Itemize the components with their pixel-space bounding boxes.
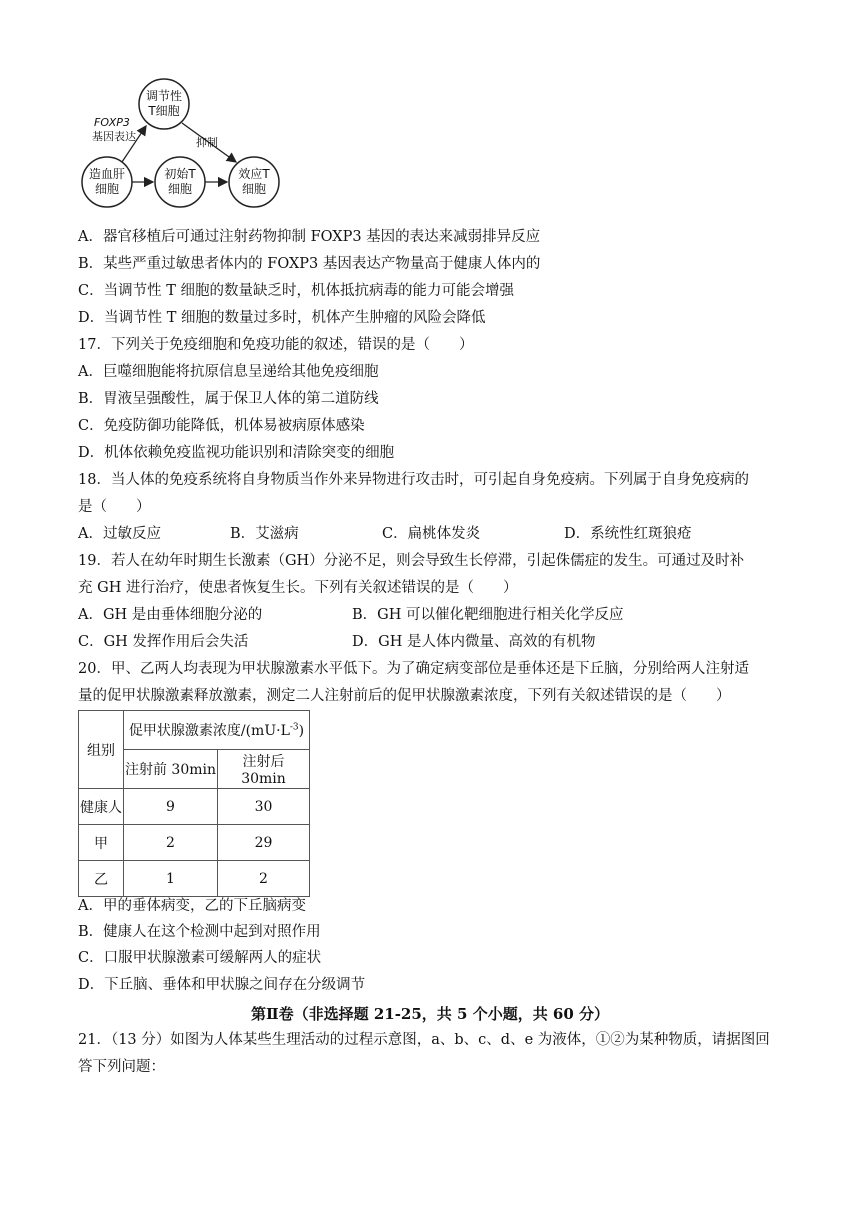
- q18-option-c: C．扁桃体发炎: [382, 526, 481, 542]
- treg-label-1: 调节性: [145, 89, 183, 103]
- q19-options-row2: [78, 632, 778, 652]
- table-row: [79, 861, 310, 897]
- row-before: 9: [124, 789, 218, 825]
- hsc-label-2: 细胞: [94, 182, 120, 196]
- effector-label-2: 细胞: [241, 182, 267, 196]
- q17-option-c: C．免疫防御功能降低，机体易被病原体感染: [78, 418, 365, 434]
- q17-option-a: A．巨噬细胞能将抗原信息呈递给其他免疫细胞: [78, 364, 379, 380]
- before-injection-header: 注射前 30min: [124, 750, 218, 789]
- q17-stem: 17．下列关于免疫细胞和免疫功能的叙述，错误的是（ ）: [78, 337, 474, 353]
- row-group: 甲: [79, 825, 124, 861]
- after-injection-header: 注射后 30min: [218, 750, 310, 789]
- q19-option-d: D．GH 是人体内微量、高效的有机物: [352, 634, 596, 650]
- concentration-header: 促甲状腺激素浓度$/(mU\cdot L^{-3})$: [124, 711, 310, 750]
- row-before: 2: [124, 825, 218, 861]
- q16-option-a: A．器官移植后可通过注射药物抑制 FOXP3 基因的表达来减弱排异反应: [78, 229, 541, 245]
- q20-stem-line2: 量的促甲状腺激素释放激素，测定二人注射前后的促甲状腺激素浓度，下列有关叙述错误的是（ ）: [78, 688, 731, 704]
- q20-option-a: A．甲的垂体病变，乙的下丘脑病变: [78, 898, 306, 914]
- group-header: 组别: [79, 711, 124, 789]
- q18-option-b: B．艾滋病: [230, 526, 299, 542]
- q19-stem-line1: 19．若人在幼年时期生长激素（GH）分泌不足，则会导致生长停滞，引起侏儒症的发生。可通过及时补: [78, 553, 745, 569]
- q18-option-d: D．系统性红斑狼疮: [564, 526, 692, 542]
- q16-option-c: C．当调节性 T 细胞的数量缺乏时，机体抵抗病毒的能力可能会增强: [78, 283, 514, 299]
- q18-stem-line1: 18．当人体的免疫系统将自身物质当作外来异物进行攻击时，可引起自身免疫病。下列属于自身免疫病的: [78, 472, 749, 488]
- naive-label-2: 细胞: [167, 182, 193, 196]
- t-cell-diagram: [74, 68, 284, 218]
- hormone-table: [78, 710, 310, 897]
- q19-option-c: C．GH 发挥作用后会失活: [78, 634, 249, 650]
- q19-option-a: A．GH 是由垂体细胞分泌的: [78, 607, 263, 623]
- hsc-label-1: 造血肝: [88, 167, 126, 181]
- q20-option-b: B．健康人在这个检测中起到对照作用: [78, 924, 321, 940]
- q18-option-a: A．过敏反应: [78, 526, 161, 542]
- foxp3-label: FOXP3: [94, 116, 130, 129]
- q21-stem-line2: 答下列问题：: [78, 1059, 165, 1075]
- naive-label-1: 初始T: [164, 167, 196, 181]
- row-before: 1: [124, 861, 218, 897]
- q20-option-c: C．口服甲状腺激素可缓解两人的症状: [78, 950, 322, 966]
- q19-stem-line2: 充 GH 进行治疗，使患者恢复生长。下列有关叙述错误的是（ ）: [78, 580, 518, 596]
- q18-stem-line2: 是（ ）: [78, 499, 151, 515]
- row-group: 乙: [79, 861, 124, 897]
- treg-label-2: T细胞: [148, 104, 180, 118]
- section-title: 第Ⅱ卷（非选择题 21-25，共 5 个小题，共 60 分）: [250, 1005, 610, 1023]
- q20-stem-line1: 20．甲、乙两人均表现为甲状腺激素水平低下。为了确定病变部位是垂体还是下丘脑，分别给两人注射适: [78, 661, 749, 677]
- q21-stem-line1: 21．（13 分）如图为人体某些生理活动的过程示意图，a、b、c、d、e 为液体，①②为某种物质，请据图回: [78, 1032, 770, 1048]
- row-after: 30: [218, 789, 310, 825]
- q19-options-row1: [78, 605, 778, 625]
- row-after: 2: [218, 861, 310, 897]
- q18-options: [78, 524, 778, 544]
- row-group: 健康人: [79, 789, 124, 825]
- table-row: [79, 789, 310, 825]
- table-row: [79, 825, 310, 861]
- q17-option-b: B．胃液呈强酸性，属于保卫人体的第二道防线: [78, 391, 379, 407]
- q16-option-b: B．某些严重过敏患者体内的 FOXP3 基因表达产物量高于健康人体内的: [78, 256, 541, 272]
- q16-option-d: D．当调节性 T 细胞的数量过多时，机体产生肿瘤的风险会降低: [78, 310, 486, 326]
- gene-expression-label: 基因表达: [92, 130, 136, 143]
- inhibit-label: 抑制: [196, 136, 218, 149]
- q19-option-b: B．GH 可以催化靶细胞进行相关化学反应: [352, 607, 624, 623]
- q17-option-d: D．机体依赖免疫监视功能识别和清除突变的细胞: [78, 445, 395, 461]
- effector-label-1: 效应T: [238, 167, 270, 181]
- row-after: 29: [218, 825, 310, 861]
- q20-option-d: D．下丘脑、垂体和甲状腺之间存在分级调节: [78, 977, 366, 993]
